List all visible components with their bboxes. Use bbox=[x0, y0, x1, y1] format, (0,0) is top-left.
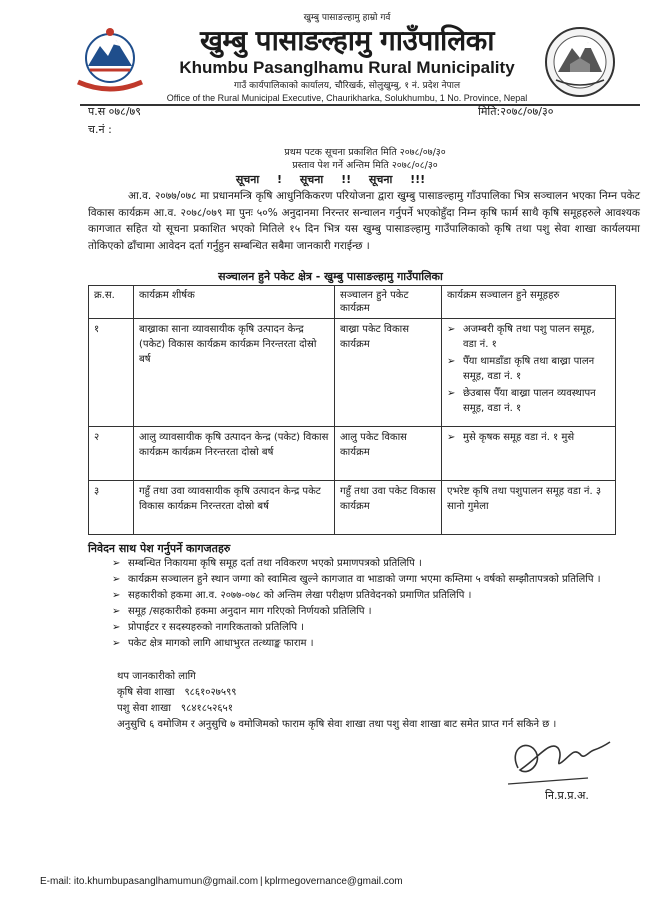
row-groups bbox=[442, 427, 616, 481]
arrow-bullet-icon: ➢ bbox=[112, 622, 121, 633]
table-row bbox=[89, 481, 616, 535]
arrow-bullet-icon: ➢ bbox=[447, 324, 456, 335]
email-label: E-mail: bbox=[40, 876, 72, 887]
row-sn: १ bbox=[89, 319, 134, 427]
reference-number: प.स ०७८/७९ bbox=[88, 105, 141, 118]
row-area: गहुँ तथा उवा पकेट विकास कार्यक्रम bbox=[335, 481, 442, 535]
pocket-program-table bbox=[88, 285, 616, 535]
contact-heading: थप जानकारीको लागि bbox=[117, 671, 196, 682]
municipality-title-np: खुम्बु पासाङल्हामु गाउँपालिका bbox=[199, 24, 495, 57]
contact-pashu bbox=[117, 701, 637, 717]
row-groups bbox=[442, 319, 616, 427]
municipality-title-en: Khumbu Pasanglhamu Rural Municipality bbox=[179, 58, 515, 77]
chalani-number: च.नं : bbox=[88, 123, 112, 136]
address-en: Office of the Rural Municipal Executive, Chaurikharka, Solukhumbu, 1 No. Province, Nepal bbox=[166, 93, 528, 103]
documents-heading: निवेदन साथ पेश गर्नुपर्ने कागजतहरु bbox=[88, 542, 231, 555]
letterhead-divider bbox=[80, 104, 640, 106]
krishi-phone: ९८६१०२७५९९ bbox=[184, 687, 237, 698]
list-item: ➢ छेउबास पैँया बाख्रा पालन व्यवस्थापन समूह, वडा नं. १ bbox=[447, 388, 596, 414]
arrow-bullet-icon: ➢ bbox=[112, 638, 121, 649]
list-item: ➢ सम्बन्धित निकायमा कृषि समूह दर्ता तथा नविकरण भएको प्रमाणपत्रको प्रतिलिपि । bbox=[112, 556, 632, 572]
table-title: सञ्चालन हुने पकेट क्षेत्र - खुम्बु पासाङल्हामु गाउँपालिका bbox=[218, 270, 443, 283]
address-np: गाउँ कार्यपालिकाको कार्यालय, चौरिखर्क, सोलुखुम्बु, १ नं. प्रदेश नेपाल bbox=[233, 81, 461, 91]
list-item: ➢ प्रोपाईटर र सदस्यहरुको नागरिकताको प्रतिलिपि । bbox=[112, 620, 632, 636]
annex-note: अनुसुचि ६ वमोजिम र अनुसुचि ७ वमोजिमको फाराम कृषि सेवा शाखा तथा पशु सेवा शाखा बाट समेत प्राप्त गर्न सकिने छ । bbox=[117, 719, 557, 730]
email-link-2[interactable]: kplrmegovernance@gmail.com bbox=[264, 876, 403, 887]
footer-email bbox=[40, 876, 403, 887]
municipality-logo-icon bbox=[544, 26, 616, 98]
proposal-deadline: प्रस्ताव पेश गर्ने अन्तिम मिति २०७८/०८/३० bbox=[292, 160, 438, 171]
first-published-date: प्रथम पटक सूचना प्रकाशित मिति २०७८/०७/३० bbox=[284, 147, 446, 158]
arrow-bullet-icon: ➢ bbox=[447, 356, 456, 367]
list-item: ➢ सहकारीको हकमा आ.व. २०७७-०७८ को अन्तिम लेखा परीक्षण प्रतिवेदनको प्रमाणित प्रतिलिपि । bbox=[112, 588, 632, 604]
notice-heading: सूचना ! सूचना !! सूचना !!! bbox=[235, 173, 426, 186]
arrow-bullet-icon: ➢ bbox=[447, 432, 456, 443]
list-item: ➢ पैँया थामडाँडा कृषि तथा बाख्रा पालन समूह, वडा नं. १ bbox=[447, 356, 595, 382]
letterhead bbox=[150, 12, 544, 104]
arrow-bullet-icon: ➢ bbox=[112, 606, 121, 617]
list-item: ➢ कार्यक्रम सञ्चालन हुने स्थान जग्गा को स्वामित्व खुल्ने कागजात वा भाडाको जग्गा भएमा कम्तिमा ५ वर्षको सम्झौतापत्रको प्रतिलिपि । bbox=[112, 572, 632, 588]
row-program: बाख्राका साना व्यावसायीक कृषि उत्पादन केन्द्र (पकेट) विकास कार्यक्रम कार्यक्रम निरन्तरता दोस्रो बर्ष bbox=[134, 319, 335, 427]
list-item: ➢ पकेट क्षेत्र मागको लागि आधाभुरत तत्थ्याङ्क फाराम । bbox=[112, 636, 632, 652]
row-area: बाख्रा पकेट विकास कार्यक्रम bbox=[335, 319, 442, 427]
notice-meta bbox=[150, 146, 580, 172]
documents-list bbox=[112, 556, 632, 652]
table-row bbox=[89, 427, 616, 481]
list-item: ➢ मुसे कृषक समूह वडा नं. १ मुसे bbox=[447, 432, 575, 443]
arrow-bullet-icon: ➢ bbox=[112, 590, 121, 601]
signatory-title: नि.प्र.प्र.अ. bbox=[545, 789, 589, 802]
arrow-bullet-icon: ➢ bbox=[447, 388, 456, 399]
row-program: गहुँ तथा उवा व्यावसायीक कृषि उत्पादन केन्द्र पकेट विकास कार्यक्रम निरन्तरता दोस्रो बर्ष bbox=[134, 481, 335, 535]
email-link-1[interactable]: ito.khumbupasanglhamumun@gmail.com bbox=[73, 876, 259, 887]
row-sn: ३ bbox=[89, 481, 134, 535]
contact-krishi bbox=[117, 685, 637, 701]
krishi-label: कृषि सेवा शाखा bbox=[117, 687, 175, 698]
arrow-bullet-icon: ➢ bbox=[112, 574, 121, 585]
nepal-emblem-icon bbox=[70, 22, 150, 98]
signature-icon bbox=[498, 718, 618, 798]
row-groups bbox=[442, 481, 616, 535]
list-item: एभरेष्ट कृषि तथा पशुपालन समूह वडा नं. ३ सानो गुमेला bbox=[447, 486, 602, 512]
header-sn: क्र.स. bbox=[89, 286, 134, 319]
header-program: कार्यक्रम शीर्षक bbox=[134, 286, 335, 319]
table-row bbox=[89, 319, 616, 427]
list-item: ➢ समूह /सहकारीको हकमा अनुदान माग गरिएको निर्णयको प्रतिलिपि । bbox=[112, 604, 632, 620]
letterhead-tagline: खुम्बु पासाङल्हामु हाम्रो गर्व bbox=[303, 13, 391, 23]
issue-date: मिति:२०७८/०७/३० bbox=[478, 105, 554, 118]
list-item: ➢ अजम्बरी कृषि तथा पशु पालन समूह, वडा नं. १ bbox=[447, 324, 595, 350]
row-area: आलु पकेट विकास कार्यक्रम bbox=[335, 427, 442, 481]
header-groups: कार्यक्रम सञ्चालन हुने समूहहरु bbox=[442, 286, 616, 319]
header-area: सञ्चालन हुने पकेट कार्यक्रम bbox=[335, 286, 442, 319]
row-program: आलु व्यावसायीक कृषि उत्पादन केन्द्र (पकेट) विकास कार्यक्रम कार्यक्रम निरन्तरता दोस्रो बर्ष bbox=[134, 427, 335, 481]
email-separator: | bbox=[260, 876, 263, 887]
arrow-bullet-icon: ➢ bbox=[112, 558, 121, 569]
table-header-row bbox=[89, 286, 616, 319]
row-sn: २ bbox=[89, 427, 134, 481]
notice-body: आ.व. २०७७/०७८ मा प्रधानमन्त्रि कृषि आधुनिकिकरण परियोजना द्वारा खुम्बु पासाङल्हामु गाँउपालिका भित्र सञ्चालन भएका निम्न पकेट विकास कार्यक्रम आ.व. २०७८/०७९ मा पुनः ५०% अनुदानमा निरन्तर सन्चालन गर्नुपर्ने भएकोहुँदा निम्न कृषि फार्म साथै कृषि समूहहरुले आवश्यक कागजात सहित यो सूचना प्रकाशित भएको मितिले १५ दिन भित्र यस खुम्बु पासाङल्हामु गाउँपालिकाको कृषि तथा पशु सेवा शाखा कार्यलयमा तोकिएको ढाँचामा आवेदन दर्ता गर्नुहुन सम्बन्धित सबैमा जानकारी गराईन्छ । bbox=[88, 190, 640, 252]
pashu-label: पशु सेवा शाखा bbox=[117, 703, 171, 714]
pashu-phone: ९८४१८५२६५१ bbox=[180, 703, 233, 714]
